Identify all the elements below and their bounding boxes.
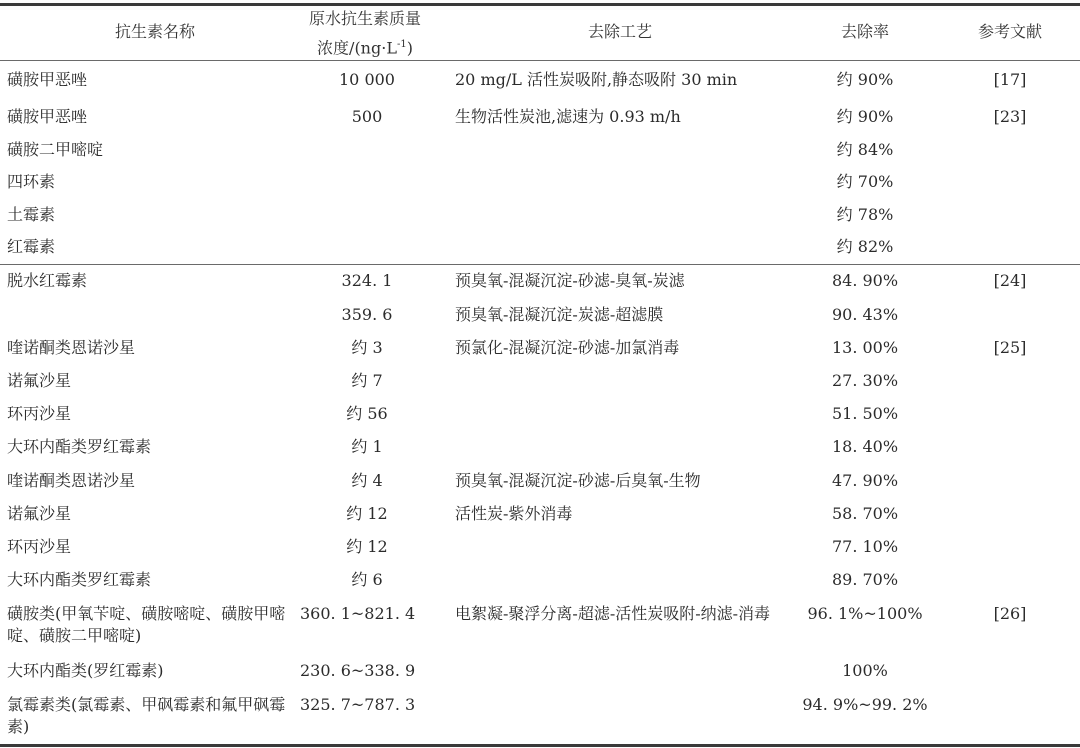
cell-rate: 94. 9%~99. 2%: [802, 695, 928, 714]
cell-rate: 58. 70%: [831, 504, 899, 523]
cell-ref: [17]: [993, 70, 1027, 89]
cell-name: 磺胺类(甲氧苄啶、磺胺嘧啶、磺胺甲嘧啶、磺胺二甲嘧啶): [7, 604, 286, 645]
cell-rate: 96. 1%~100%: [807, 604, 923, 623]
cell-process: 预臭氧-混凝沉淀-炭滤-超滤膜: [455, 305, 664, 324]
cell-concentration: 约 56: [346, 404, 388, 423]
cell-name: 环丙沙星: [7, 537, 72, 556]
top-rule: [0, 3, 1080, 6]
header-concentration-line2: 浓度$/(ng\cdot L^{-1})$: [317, 38, 413, 58]
cell-name: 氯霉素类(氯霉素、甲砜霉素和氟甲砜霉素): [7, 695, 286, 736]
header-rule: [0, 60, 1080, 61]
cell-name: 环丙沙星: [7, 404, 72, 423]
cell-name: 脱水红霉素: [7, 271, 88, 290]
cell-rate: 27. 30%: [831, 371, 899, 390]
cell-name: 大环内酯类(罗红霉素): [7, 661, 164, 680]
cell-name: 磺胺甲恶唑: [7, 107, 88, 126]
cell-rate: 100%: [842, 661, 888, 680]
cell-concentration: 230. 6~338. 9: [300, 661, 416, 680]
cell-name: 红霉素: [7, 237, 56, 256]
cell-rate: 84. 90%: [831, 271, 899, 290]
cell-name: 磺胺甲恶唑: [7, 70, 88, 89]
header-ref: 参考文献: [977, 22, 1042, 41]
cell-process: 活性炭-紫外消毒: [455, 504, 573, 523]
cell-ref: [23]: [993, 107, 1027, 126]
cell-rate: 77. 10%: [831, 537, 899, 556]
cell-process: 生物活性炭池,滤速为 0.93 m/h: [455, 107, 681, 126]
cell-rate: 约 78%: [836, 205, 894, 224]
cell-concentration: 约 12: [346, 537, 388, 556]
cell-concentration: 359. 6: [341, 305, 393, 324]
cell-concentration: 约 12: [346, 504, 388, 523]
cell-concentration: 324. 1: [341, 271, 393, 290]
cell-rate: 90. 43%: [831, 305, 899, 324]
cell-rate: 18. 40%: [831, 437, 899, 456]
cell-concentration: 约 1: [351, 437, 383, 456]
cell-ref: [25]: [993, 338, 1027, 357]
cell-concentration: 约 3: [351, 338, 383, 357]
section-rule: [0, 264, 1080, 265]
cell-ref: [26]: [993, 604, 1027, 623]
cell-concentration: 约 6: [351, 570, 383, 589]
cell-ref: [24]: [993, 271, 1027, 290]
cell-rate: 约 82%: [836, 237, 894, 256]
cell-rate: 89. 70%: [831, 570, 899, 589]
cell-concentration: 325. 7~787. 3: [300, 695, 416, 714]
header-name: 抗生素名称: [114, 22, 195, 41]
cell-process: 20 mg/L 活性炭吸附,静态吸附 30 min: [455, 70, 738, 89]
header-process: 去除工艺: [587, 22, 652, 41]
cell-name: 土霉素: [7, 205, 56, 224]
cell-rate: 约 90%: [836, 107, 894, 126]
header-concentration-line1: 原水抗生素质量: [308, 9, 421, 28]
cell-name: 大环内酯类罗红霉素: [7, 570, 152, 589]
cell-rate: 约 90%: [836, 70, 894, 89]
cell-name: 磺胺二甲嘧啶: [7, 140, 104, 159]
cell-name: 四环素: [7, 172, 56, 191]
cell-rate: 约 70%: [836, 172, 894, 191]
cell-process: 预氯化-混凝沉淀-砂滤-加氯消毒: [455, 338, 680, 357]
bottom-rule: [0, 744, 1080, 747]
cell-rate: 47. 90%: [831, 471, 899, 490]
cell-process: 预臭氧-混凝沉淀-砂滤-臭氧-炭滤: [455, 271, 685, 290]
cell-rate: 约 84%: [836, 140, 894, 159]
cell-concentration: 500: [351, 107, 383, 126]
cell-concentration: 10 000: [339, 70, 395, 89]
cell-concentration: 约 7: [351, 371, 383, 390]
cell-rate: 51. 50%: [831, 404, 899, 423]
cell-process: 预臭氧-混凝沉淀-砂滤-后臭氧-生物: [455, 471, 701, 490]
cell-name: 大环内酯类罗红霉素: [7, 437, 152, 456]
cell-name: 喹诺酮类恩诺沙星: [7, 338, 136, 357]
cell-process: 电絮凝-聚浮分离-超滤-活性炭吸附-纳滤-消毒: [455, 604, 771, 623]
cell-concentration: 约 4: [351, 471, 383, 490]
cell-name: 喹诺酮类恩诺沙星: [7, 471, 136, 490]
header-rate: 去除率: [840, 22, 889, 41]
header-concentration: [285, 6, 445, 61]
cell-name: 诺氟沙星: [7, 371, 72, 390]
cell-name: 诺氟沙星: [7, 504, 72, 523]
cell-concentration: 360. 1~821. 4: [300, 604, 416, 623]
cell-rate: 13. 00%: [831, 338, 899, 357]
